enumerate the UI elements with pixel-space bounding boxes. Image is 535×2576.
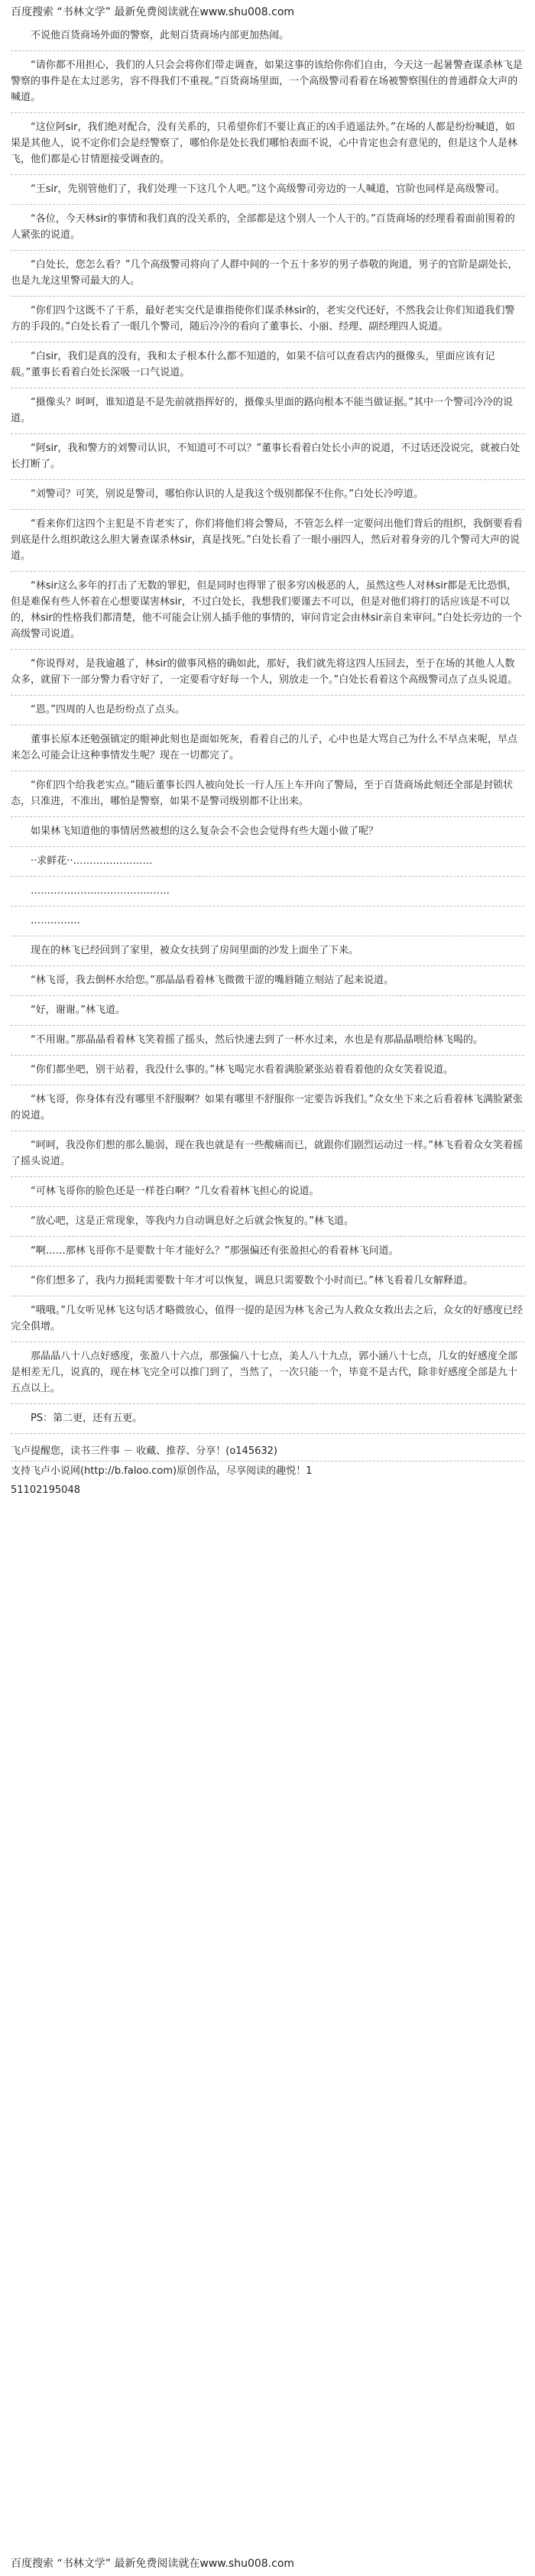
paragraph: “王sir，先别管他们了，我们处理一下这几个人吧。”这个高级警司旁边的一人喊道，官阶也同样是高级警司。 xyxy=(11,175,524,205)
paragraph: “林飞哥，我去倒杯水给您。”那晶晶看着林飞微微干涩的嘴唇随立刻站了起来说道。 xyxy=(11,966,524,996)
paragraph: “你们四个这既不了干系，最好老实交代是谁指使你们谋杀林sir的，老实交代还好，不然我会让你们知道我们警方的手段的。”白处长看了一眼几个警司，随后冷冷的看向了董事长、小丽、经理、副经理四人说道。 xyxy=(11,297,524,342)
bottom-banner: 百度搜索 “书林文学” 最新免费阅读就在www.shu008.com xyxy=(11,2558,295,2570)
paragraph: “好，谢谢。”林飞道。 xyxy=(11,996,524,1026)
paragraph: …………… xyxy=(11,907,524,936)
chapter-body xyxy=(11,21,524,1434)
paragraph: “你说得对，是我逾越了，林sir的做事风格的确如此，那好，我们就先将这四人压回去，至于在场的其他人人数众多，就留下一部分警力看守好了，一定要看守好每一个人，别放走一个。”白处长看着这个高级警司点了点头说道。 xyxy=(11,650,524,696)
paragraph: …………………………………… xyxy=(11,877,524,907)
paragraph: “林飞哥，你身体有没有哪里不舒服啊？如果有哪里不舒服你一定要告诉我们。”众女坐下来之后看着林飞满脸紧张的说道。 xyxy=(11,1085,524,1131)
paragraph: “阿sir，我和警方的刘警司认识，不知道可不可以？”董事长看着白处长小声的说道，不过话还没说完，就被白处长打断了。 xyxy=(11,434,524,480)
paragraph: “可林飞哥你的脸色还是一样苍白啊？”几女看着林飞担心的说道。 xyxy=(11,1177,524,1207)
paragraph: 不说他百货商场外面的警察，此刻百货商场内部更加热闹。 xyxy=(11,21,524,51)
paragraph: “你们都坐吧，别干站着，我没什么事的。”林飞喝完水看着满脸紧张站着看着他的众女笑着说道。 xyxy=(11,1056,524,1085)
paragraph: “刘警司？可笑，别说是警司，哪怕你认识的人是我这个级别都保不住你。”白处长冷哼道。 xyxy=(11,480,524,510)
paragraph: “摄像头？呵呵，谁知道是不是先前就指挥好的，摄像头里面的路向根本不能当做证据。”其中一个警司冷冷的说道。 xyxy=(11,388,524,434)
footer-reminder: 飞卢提醒您，读书三件事 － 收藏、推荐、分享！(o145632) xyxy=(11,1445,277,1457)
top-banner: 百度搜索 “书林文学” 最新免费阅读就在www.shu008.com xyxy=(11,6,295,18)
paragraph: “不用谢。”那晶晶看着林飞笑着摇了摇头，然后快速去到了一杯水过来，水也是有那晶晶喂给林飞喝的。 xyxy=(11,1026,524,1056)
paragraph: “你们四个给我老实点。”随后董事长四人被向处长一行人压上车开向了警局，至于百货商场此刻还全部是封锁状态，只准进，不准出，哪怕是警察，如果不是警司级别都不让出来。 xyxy=(11,771,524,817)
paragraph: “啊……那林飞哥你不是要数十年才能好么？”那强偏还有张盈担心的看着林飞问道。 xyxy=(11,1237,524,1267)
footer-support: 支持飞卢小说网(http://b.faloo.com)原创作品，尽享阅读的趣悦！1 xyxy=(11,1465,313,1477)
paragraph: “恩。”四周的人也是纷纷点了点头。 xyxy=(11,696,524,725)
paragraph: “请你都不用担心，我们的人只会会将你们带走调查，如果这事的该给你你们自由，今天这一起暑警查谋杀林飞是警察的事件是在太过恶劣，容不得我们不重视。”百货商场里面，一个高级警司看着在场被警察围住的普通群众大声的喊道。 xyxy=(11,51,524,113)
paragraph: “你们想多了，我内力损耗需要数十年才可以恢复，调息只需要数个小时而已。”林飞看着几女解释道。 xyxy=(11,1267,524,1296)
paragraph: 如果林飞知道他的事情居然被想的这么复杂会不会也会觉得有些大题小做了呢？ xyxy=(11,817,524,847)
paragraph: 董事长原本还勉强镇定的眼神此刻也是面如死灰，看着自己的儿子，心中也是大骂自己为什么不早点来呢，早点来怎么可能会让这种事情发生呢？现在一切都完了。 xyxy=(11,725,524,771)
paragraph: “呵呵，我没你们想的那么脆弱，现在我也就是有一些酸痛而已，就跟你们剧烈运动过一样。”林飞看着众女笑着摇了摇头说道。 xyxy=(11,1131,524,1177)
paragraph: “林sir这么多年的打击了无数的罪犯，但是同时也得罪了很多穷凶极恶的人，虽然这些人对林sir都是无比恐惧，但是难保有些人怀着在心想要谋害林sir，不过白处长，我想我们要谨去不可以，但是对他们将打的话应该是不可以的，林sir的性格我们都清楚，他不可能会让别人插手他的事情的，审问肯定会由林sir亲自来审问。”白处长旁边的一个高级警司说道。 xyxy=(11,572,524,650)
paragraph: “这位阿sir，我们绝对配合，没有关系的，只希望你们不要让真正的凶手逍遥法外。”在场的人都是纷纷喊道，如果是其他人，说不定你们会是经警察了，哪怕你是处长我们哪怕表面不说，心中肯定也会有意见的，但是这个人是林飞，他们都是心甘情愿接受调查的。 xyxy=(11,113,524,175)
paragraph: 那晶晶八十八点好感度，张盈八十六点，那强偏八十七点，美人八十九点，郭小涵八十七点，几女的好感度全部是相差无几，说真的，现在林飞完全可以推门到了，当然了，一次只能一个，毕竟不是古代，除非好感度全部是九十五点以上。 xyxy=(11,1342,524,1404)
paragraph: PS：第二更，还有五更。 xyxy=(11,1404,524,1434)
paragraph: “白sir，我们是真的没有，我和太子根本什么都不知道的，如果不信可以查看店内的摄像头，里面应该有记载。”董事长看着白处长深吸一口气说道。 xyxy=(11,342,524,388)
paragraph: 现在的林飞已经回到了家里，被众女扶到了房间里面的沙发上面坐了下来。 xyxy=(11,936,524,966)
footer xyxy=(11,1434,524,1500)
paragraph: “各位，今天林sir的事情和我们真的没关系的，全部都是这个别人一个人干的。”百货商场的经理看着面前围着的人紧张的说道。 xyxy=(11,205,524,251)
paragraph: “放心吧，这是正常现象，等我内力自动调息好之后就会恢复的。”林飞道。 xyxy=(11,1207,524,1237)
footer-code: 51102195048 xyxy=(11,1484,80,1496)
paragraph: “白处长，您怎么看？”几个高级警司将向了人群中间的一个五十多岁的男子恭敬的询道，男子的官阶是副处长，也是九龙这里警司最大的人。 xyxy=(11,251,524,297)
paragraph: “哦哦。”几女听见林飞这句话才略微放心，值得一提的是因为林飞舍己为人救众女救出去之后，众女的好感度已经完全俱增。 xyxy=(11,1296,524,1342)
paragraph: “看来你们这四个主犯是不肯老实了，你们将他们将会警局，不管怎么样一定要问出他们背后的组织，我倒要看看到底是什么组织敢这么胆大暑查谋杀林sir，真是找死。”白处长看了一眼小丽四人，然后对着身旁的几个警司大声的说道。 xyxy=(11,510,524,572)
paragraph: ··求鲜花··…………………… xyxy=(11,847,524,877)
